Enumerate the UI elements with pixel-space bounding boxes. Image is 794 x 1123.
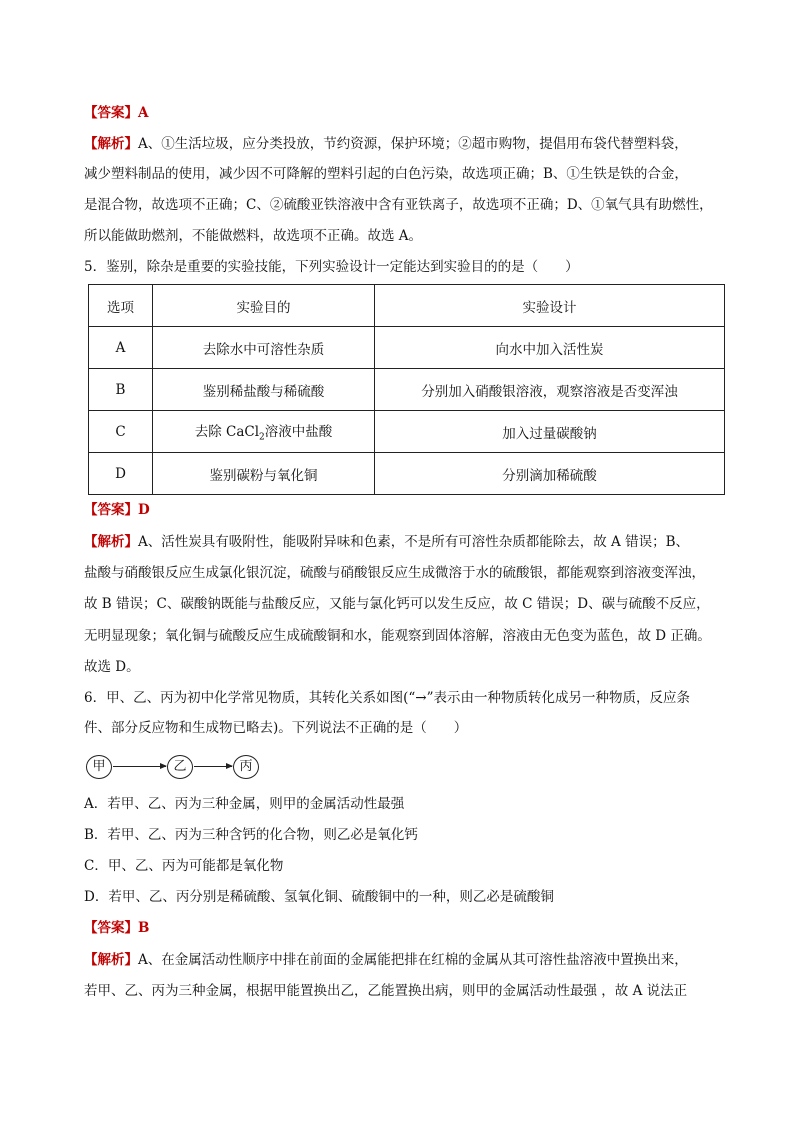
answer-label: 【答案】 [84,105,138,121]
q6-analysis-line-1 [84,950,724,970]
row-design: 分别滴加稀硫酸 [375,453,725,495]
header-option: 选项 [89,285,153,327]
table-header-row [89,285,725,327]
arrow-yi-bing [194,766,232,767]
header-design: 实验设计 [375,285,725,327]
q5-analysis-line-2: 盐酸与硝酸银反应生成氯化银沉淀，硫酸与硝酸银反应生成微溶于水的硫酸银，都能观察到溶液变浑浊， [84,565,705,581]
analysis-label: 【解析】 [84,136,138,152]
row-design: 向水中加入活性炭 [375,327,725,369]
row-purpose [153,411,375,453]
q5-analysis-line-1 [84,532,724,552]
row-option: C [89,411,153,453]
q5-analysis-line-5: 故选 D。 [84,659,140,675]
node-jia: 甲 [86,755,112,779]
table-row [89,327,725,369]
arrow-jia-yi [113,766,166,767]
experiment-table [88,284,725,495]
answer-label: 【答案】 [84,502,138,518]
conversion-diagram [86,754,266,782]
purpose-suffix: 溶液中盐酸 [264,424,333,441]
row-option: A [89,327,153,369]
q6-answer-value: B [138,920,150,936]
q5-analysis-line-3: 故 B 错误；C、碳酸钠既能与盐酸反应，又能与氯化钙可以发生反应，故 C 错误；D、碳与硫酸不反应， [84,596,710,612]
q6-option-c: C．甲、乙、丙为可能都是氧化物 [84,858,284,874]
q4-analysis-line-2: 减少塑料制品的使用，减少因不可降解的塑料引起的白色污染，故选项正确；B、①生铁是铁的合金， [84,166,688,182]
q5-question: 5．鉴别，除杂是重要的实验技能，下列实验设计一定能达到实验目的的是（ ） [84,259,579,275]
q6-option-b: B．若甲、乙、丙为三种含钙的化合物，则乙必是氧化钙 [84,827,418,843]
analysis-label: 【解析】 [84,534,138,550]
answer-label: 【答案】 [84,920,138,936]
analysis-label: 【解析】 [84,952,138,968]
purpose-prefix: 去除 CaCl [194,424,260,441]
subscript: 2 [259,432,265,443]
row-option: B [89,369,153,411]
table-row [89,411,725,453]
q5-answer-value: D [138,502,150,518]
q6-analysis-line-2: 若甲、乙、丙为三种金属，根据甲能置换出乙，乙能置换出病，则甲的金属活动性最强 ，故 A 说法正 [84,983,688,999]
row-purpose: 去除水中可溶性杂质 [153,327,375,369]
row-design: 加入过量碳酸钠 [375,411,725,453]
header-purpose: 实验目的 [153,285,375,327]
q6-option-a: A．若甲、乙、丙为三种金属，则甲的金属活动性最强 [84,796,405,812]
q5-analysis-line-4: 无明显现象；氧化铜与硫酸反应生成硫酸铜和水，能观察到固体溶解，溶液由无色变为蓝色，故 D 正确。 [84,628,711,644]
node-bing: 丙 [233,755,259,779]
q6-question-line-2: 件、部分反应物和生成物已略去)。下列说法不正确的是（ ） [84,720,468,736]
q4-answer-value: A [138,105,149,121]
q4-analysis-line-1 [84,134,724,154]
row-purpose: 鉴别碳粉与氧化铜 [153,453,375,495]
row-purpose: 鉴别稀盐酸与稀硫酸 [153,369,375,411]
q6-option-d: D．若甲、乙、丙分别是稀硫酸、氢氧化铜、硫酸铜中的一种，则乙必是硫酸铜 [84,889,554,905]
q6-analysis-text: A、在金属活动性顺序中排在前面的金属能把排在红棉的金属从其可溶性盐溶液中置换出来， [138,952,688,968]
q5-analysis-text: A、活性炭具有吸附性，能吸附异味和色素，不是所有可溶性杂质都能除去，故 A 错误；B、 [138,534,690,550]
q4-analysis-text: A、①生活垃圾，应分类投放，节约资源，保护环境；②超市购物，提倡用布袋代替塑料袋， [138,136,688,152]
table-row [89,453,725,495]
q4-analysis-line-3: 是混合物，故选项不正确；C、②硫酸亚铁溶液中含有亚铁离子，故选项不正确；D、①氧气具有助燃性， [84,197,713,213]
q4-analysis-line-4: 所以能做助燃剂，不能做燃料，故选项不正确。故选 A。 [84,228,423,244]
table-row [89,369,725,411]
q6-question-line-1: 6．甲、乙、丙为初中化学常见物质，其转化关系如图(“→”表示由一种物质转化成另一种物质，反应条 [84,690,690,706]
row-design: 分别加入硝酸银溶液，观察溶液是否变浑浊 [375,369,725,411]
q5-answer-line [84,500,724,520]
q6-answer-line [84,918,724,938]
row-option: D [89,453,153,495]
node-yi: 乙 [167,755,193,779]
q4-answer-line [84,103,724,123]
